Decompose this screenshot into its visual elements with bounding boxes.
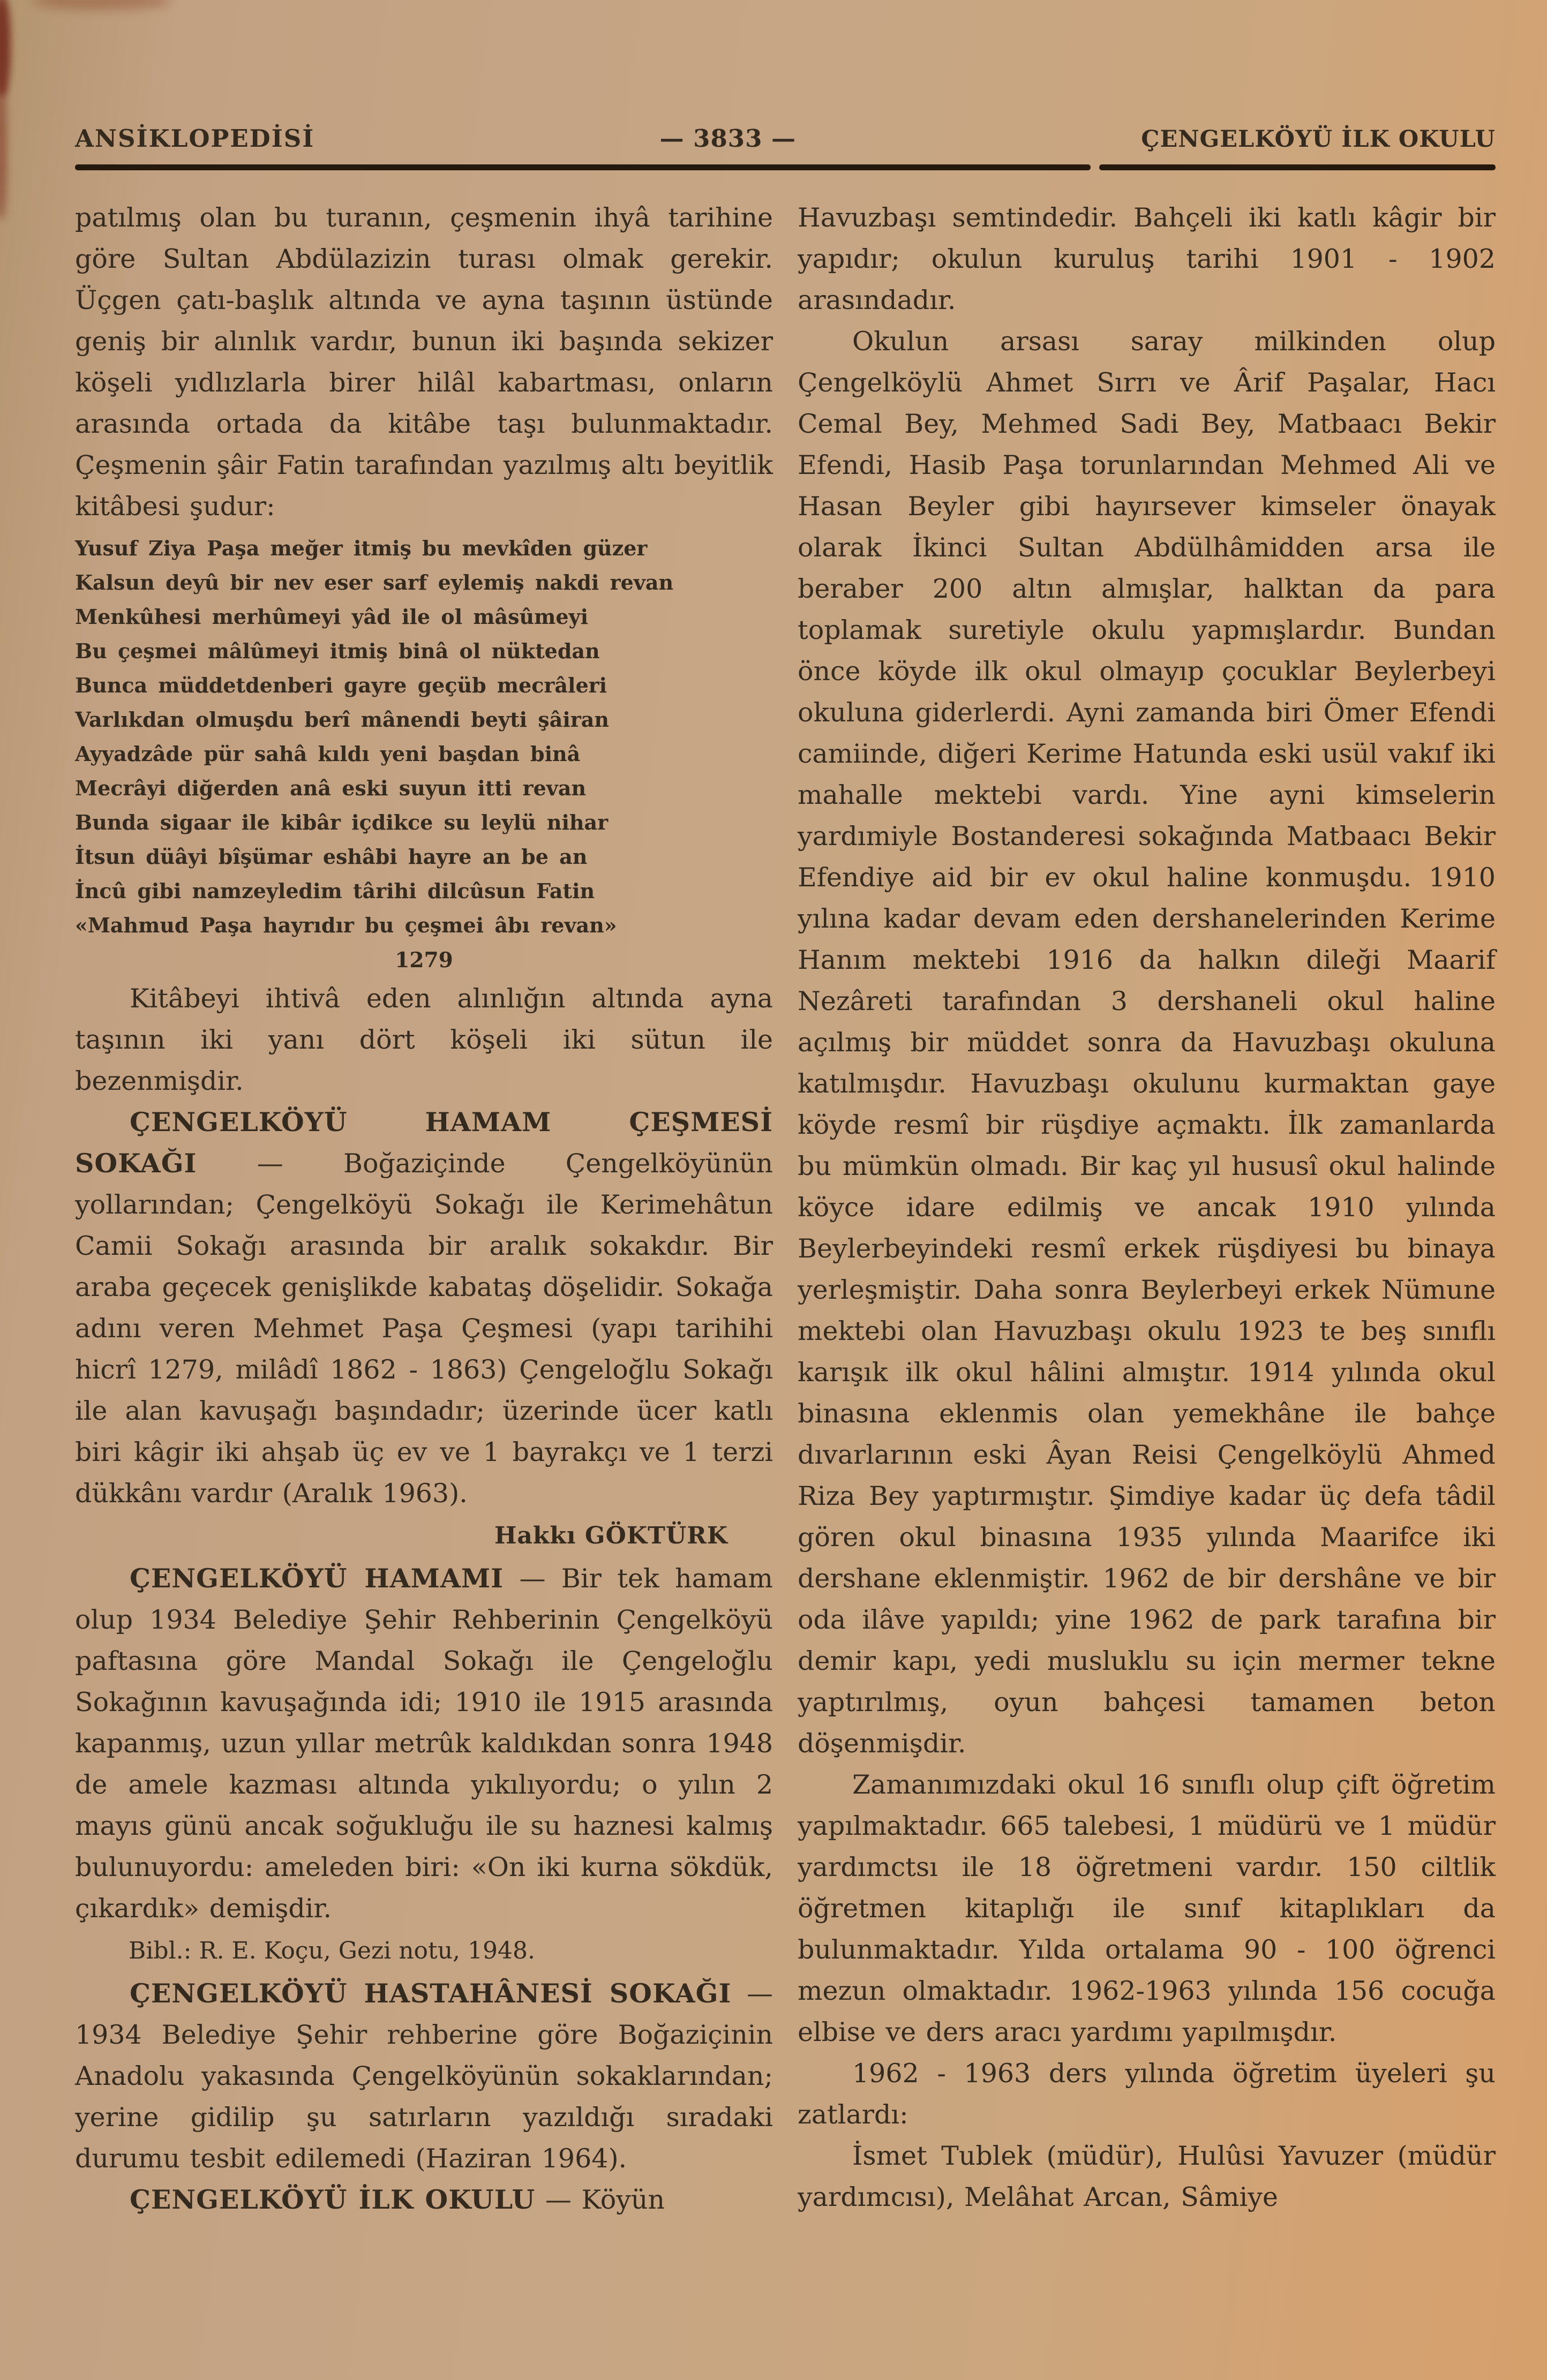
left-column: [75, 197, 773, 2220]
paragraph: Okulun arsası saray milkinden olup Çengelköylü Ahmet Sırrı ve Ârif Paşalar, Hacı Cemal Bey, Mehmed Sadi Bey, Matbaacı Bekir Efendi, Hasib Paşa torunlarından Mehmed Ali ve Hasan Beyler gibi hayırsever kimseler önayak olarak İkinci Sultan Abdülhâmidden arsa ile beraber 200 altın almışlar, halktan da para toplamak suretiyle okulu yapmışlardır. Bundan önce köyde ilk okul olmayıp çocuklar Beylerbeyi okuluna giderlerdi. Ayni zamanda biri Ömer Efendi camiinde, diğeri Kerime Hatunda eski usül vakıf iki mahalle mektebi vardı. Yine ayni kimselerin yardımiyle Bostanderesi sokağında Matbaacı Bekir Efendiye aid bir ev okul haline konmuşdu. 1910 yılına kadar devam eden dershanelerinden Kerime Hanım mektebi 1916 da halkın dileği Maarif Nezâreti tarafından 3 dershaneli okul haline açılmış bir müddet sonra da Havuzbaşı okuluna katılmışdır. Havuzbaşı okulunu kurmaktan gaye köyde resmî bir rüşdiye açmaktı. İlk zamanlarda bu mümkün olmadı. Bir kaç yıl hususî okul halinde köyce idare edilmiş ve ancak 1910 yılında Beylerbeyindeki resmî erkek rüşdiyesi bu binaya yerleşmiştir. Daha sonra Beylerbeyi erkek Nümune mektebi olan Havuzbaşı okulu 1923 te beş sınıflı karışık ilk okul hâlini almıştır. 1914 yılında okul binasına eklenmis olan yemekhâne ile bahçe dıvarlarının eski Âyan Reisi Çengelköylü Ahmed Riza Bey yaptırmıştır. Şimdiye kadar üç defa tâdil gören okul binasına 1935 yılında Maarifce iki dershane eklenmiştir. 1962 de bir dershâne ve bir oda ilâve yapıldı; yine 1962 de park tarafına bir demir kapı, yedi musluklu su için mermer tekne yaptırılmış, oyun bahçesi tamamen beton döşenmişdir.: [798, 326, 1496, 1759]
kitabe-paragraph: Kitâbeyi ihtivâ eden alınlığın altında ayna taşının iki yanı dört köşeli iki sütun ile bezenmişdir.: [75, 983, 773, 1096]
continuation-paragraph: patılmış olan bu turanın, çeşmenin ihyâ tarihine göre Sultan Abdülazizin turası olmak gerekir. Üçgen çatı-başlık altında ve ayna taşının üstünde geniş bir alınlık vardır, bunun iki başında sekizer köşeli yıdlızlarla birer hilâl kabartması, onların arasında ortada da kitâbe taşı bulunmaktadır. Çeşmenin şâir Fatin tarafından yazılmış altı beyitlik kitâbesi şudur:: [75, 202, 773, 522]
page-number: — 3833 —: [659, 124, 797, 153]
poem-line: Ayyadzâde pür sahâ kıldı yeni başdan binâ: [75, 742, 581, 766]
page-header: [75, 124, 1496, 153]
running-title-left: ANSİKLOPEDİSİ: [75, 124, 315, 153]
entry-text: — Köyün: [545, 2185, 665, 2215]
scan-stain: [32, 0, 171, 10]
author-signature: Hakkı GÖKTÜRK: [494, 1522, 728, 1549]
entry-heading: ÇENGELKÖYÜ HASTAHÂNESİ SOKAĞI: [130, 1978, 732, 2009]
entry-hamam-cesmesi-sokagi: [75, 1102, 773, 1514]
entry-heading: ÇENGELKÖYÜ HAMAMI: [130, 1563, 504, 1594]
poem-line: Menkûhesi merhûmeyi yâd ile ol mâsûmeyi: [75, 605, 589, 629]
entry-hamami: [75, 1558, 773, 1929]
scan-stain: [0, 0, 11, 96]
rule-segment-right: [1099, 164, 1496, 170]
running-title-right: ÇENGELKÖYÜ İLK OKULU: [1141, 126, 1496, 153]
poem-line: Varlıkdan olmuşdu berî mânendi beyti şâiran: [75, 707, 610, 732]
poem-line: İtsun düâyi bîşümar eshâbi hayre an be an: [75, 845, 588, 869]
header-rule: [75, 164, 1496, 170]
paragraph: 1962 - 1963 ders yılında öğretim üyeleri şu zatlardı:: [798, 2058, 1496, 2130]
paragraph: Havuzbaşı semtindedir. Bahçeli iki katlı kâgir bir yapıdır; okulun kuruluş tarihi 1901 - 1902 arasındadır.: [798, 202, 1496, 315]
two-column-text-block: [75, 197, 1496, 2220]
poem-line: Bunda sigaar ile kibâr içdikce su leylü nihar: [75, 810, 609, 834]
entry-text: — 1934 Belediye Şehir rehberine göre Boğaziçinin Anadolu yakasında Çengelköyünün sokaklarından; yerine gidilip şu satırların yazıldığı sıradaki durumu tesbit edilemedi (Haziran 1964).: [75, 1978, 773, 2174]
scan-stain: [0, 80, 6, 220]
entry-text: — Bir tek hamam olup 1934 Belediye Şehir Rehberinin Çengelköyü paftasına göre Mandal Sokağı ile Çengeloğlu Sokağının kavuşağında idi; 1910 ile 1915 arasında kapanmış, uzun yıllar metrûk kaldıkdan sonra 1948 de amele kazması altında yıkılıyordu; o yılın 2 mayıs günü ancak soğukluğu ile su haznesi kalmış bulunuyordu: ameleden biri: «On iki kurna sökdük, çıkardık» demişdir.: [75, 1563, 774, 1924]
rule-segment-left: [75, 164, 1091, 170]
poem-line: Bunca müddetdenberi gayre geçüb mecrâleri: [75, 673, 607, 697]
poem-line: Yusuf Ziya Paşa meğer itmiş bu mevkîden güzer: [75, 536, 648, 560]
poem-date: 1279: [395, 948, 453, 973]
poem-line: Bu çeşmei mâlûmeyi itmiş binâ ol nüktedan: [75, 639, 600, 663]
fountain-inscription-poem: [75, 531, 773, 978]
poem-line: İncû gibi namzeyledim târihi dilcûsun Fatin: [75, 879, 595, 903]
poem-line: «Mahmud Paşa hayrıdır bu çeşmei âbı revan»: [75, 913, 617, 937]
paragraph: Zamanımızdaki okul 16 sınıflı olup çift öğretim yapılmaktadır. 665 talebesi, 1 müdürü ve 1 müdür yardımctsı ile 18 öğretmeni vardır. 150 ciltlik öğretmen kitaplığı ile sınıf kitaplıkları da bulunmaktadır. Yılda ortalama 90 - 100 öğrenci mezun olmaktadır. 1962-1963 yılında 156 cocuğa elbise ve ders aracı yardımı yapılmışdır.: [798, 1769, 1496, 2047]
poem-line: Mecrâyi diğerden anâ eski suyun itti revan: [75, 776, 587, 800]
entry-hastahanesi-sokagi: [75, 1973, 773, 2179]
entry-text: — Boğaziçinde Çengelköyünün yollarından; Çengelköyü Sokağı ile Kerimehâtun Camii Sokağı arasında bir aralık sokakdır. Bir araba geçecek genişlikde kabataş döşelidir. Sokağa adını veren Mehmet Paşa Çeşmesi (yapı tarihihi hicrî 1279, milâdî 1862 - 1863) Çengeloğlu Sokağı ile alan kavuşağı başındadır; üzerinde ücer katlı biri kâgir iki ahşab üç ev ve 1 bayrakçı ve 1 terzi dükkânı vardır (Aralık 1963).: [75, 1148, 773, 1509]
entry-ilk-okulu: [75, 2179, 773, 2220]
paragraph: İsmet Tublek (müdür), Hulûsi Yavuzer (müdür yardımcısı), Melâhat Arcan, Sâmiye: [798, 2141, 1496, 2212]
right-column: [798, 197, 1496, 2220]
poem-line: Kalsun deyû bir nev eser sarf eylemiş nakdi revan: [75, 570, 674, 594]
bibliography-line: Bibl.: R. E. Koçu, Gezi notu, 1948.: [129, 1937, 535, 1964]
entry-heading: ÇENGELKÖYÜ HAMAM ÇEŞMESİ SOKAĞI: [75, 1106, 773, 1179]
entry-heading: ÇENGELKÖYÜ İLK OKULU: [130, 2184, 536, 2215]
